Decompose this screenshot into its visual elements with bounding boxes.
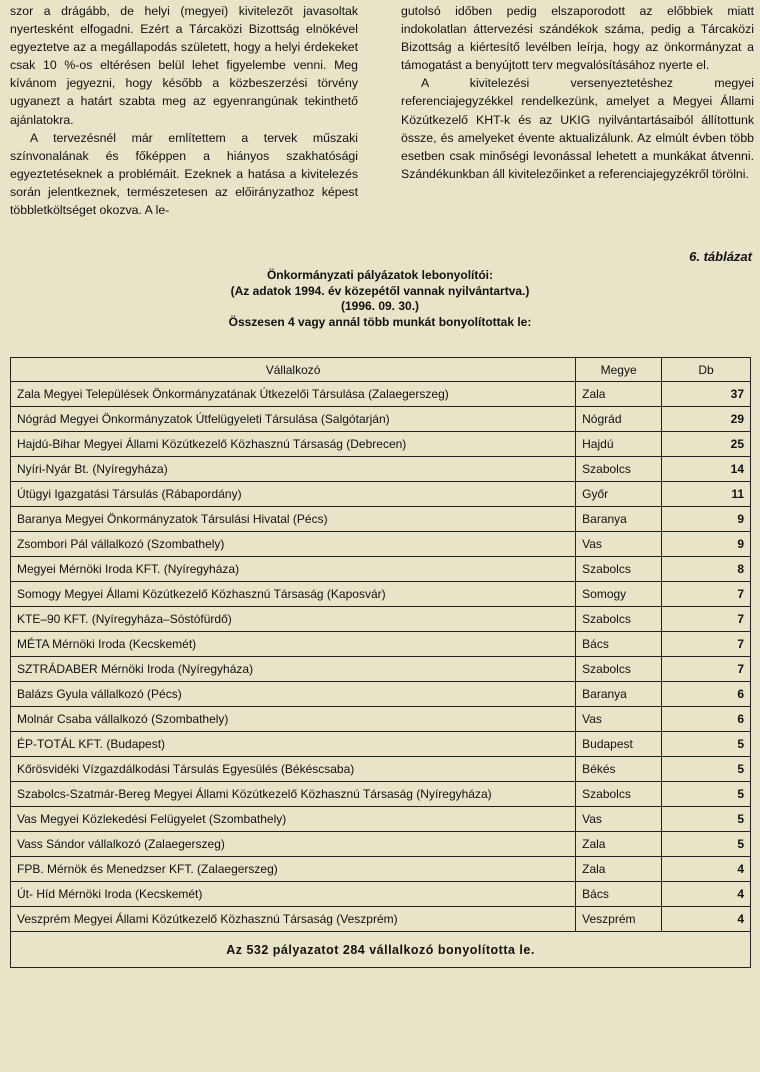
count-cell: 7 xyxy=(662,657,751,682)
contractor-cell: FPB. Mérnök és Menedzser KFT. (Zalaegerszeg) xyxy=(11,857,576,882)
count-cell: 5 xyxy=(662,757,751,782)
contractor-cell: Vass Sándor vállalkozó (Zalaegerszeg) xyxy=(11,832,576,857)
contractor-cell: Balázs Gyula vállalkozó (Pécs) xyxy=(11,682,576,707)
count-cell: 7 xyxy=(662,632,751,657)
contractors-table xyxy=(10,357,751,968)
county-cell: Hajdú xyxy=(576,432,662,457)
right-column xyxy=(401,2,754,183)
county-cell: Vas xyxy=(576,532,662,557)
count-cell: 29 xyxy=(662,407,751,432)
paragraph: A kivitelezési versenyeztetéshez megyei referenciajegyzékkel rendelkezünk, amelyet a Megyei Állami Közútkezelő KHT-k és az UKIG nyilvántartásaiból állítottunk össze, és amelyeket évente aktualizálunk. Az elmúlt évben több esetben csak minőségi levonással lehetett a munkákat átvenni. Szándékunkban áll kivitelezőinket a referenciajegyzékről törölni. xyxy=(401,76,754,181)
county-cell: Zala xyxy=(576,857,662,882)
county-cell: Bács xyxy=(576,882,662,907)
table-row xyxy=(11,557,751,582)
count-cell: 4 xyxy=(662,882,751,907)
contractor-cell: MÉTA Mérnöki Iroda (Kecskemét) xyxy=(11,632,576,657)
contractor-cell: Szabolcs-Szatmár-Bereg Megyei Állami Közútkezelő Közhasznú Társaság (Nyíregyháza) xyxy=(11,782,576,807)
contractor-cell: ÉP-TOTÁL KFT. (Budapest) xyxy=(11,732,576,757)
county-cell: Vas xyxy=(576,807,662,832)
table-caption xyxy=(0,268,760,330)
table-row xyxy=(11,407,751,432)
contractor-cell: Baranya Megyei Önkormányzatok Társulási Hivatal (Pécs) xyxy=(11,507,576,532)
county-cell: Szabolcs xyxy=(576,457,662,482)
paragraph: szor a drágább, de helyi (megyei) kivitelezőt javasoltak nyertesként elfogadni. Ezért a Tárcaközi Bizottság elnökével egyeztetve az a megállapodás született, hogy a helyi érdekeket csak 10 %-os eltérésen belül lehet figyelembe venni. Meg kívánom jegyezni, hogy később a közbeszerzési törvény ugyanezt a határt szabta meg az egyenrangúnak tekinthető ajánlatokra. xyxy=(10,4,358,127)
contractor-cell: Nógrád Megyei Önkormányzatok Útfelügyeleti Társulása (Salgótarján) xyxy=(11,407,576,432)
count-cell: 4 xyxy=(662,857,751,882)
county-cell: Zala xyxy=(576,382,662,407)
contractor-cell: Megyei Mérnöki Iroda KFT. (Nyíregyháza) xyxy=(11,557,576,582)
text-columns xyxy=(10,2,754,234)
table-row xyxy=(11,432,751,457)
contractor-cell: Zsombori Pál vállalkozó (Szombathely) xyxy=(11,532,576,557)
count-cell: 25 xyxy=(662,432,751,457)
county-cell: Nógrád xyxy=(576,407,662,432)
summary-text: Az 532 pályazatot 284 vállalkozó bonyolította le. xyxy=(11,932,751,968)
table-row xyxy=(11,632,751,657)
contractor-cell: Út- Híd Mérnöki Iroda (Kecskemét) xyxy=(11,882,576,907)
table-row xyxy=(11,882,751,907)
count-cell: 7 xyxy=(662,607,751,632)
count-cell: 9 xyxy=(662,507,751,532)
table-row xyxy=(11,732,751,757)
count-cell: 37 xyxy=(662,382,751,407)
table-row xyxy=(11,682,751,707)
table-row xyxy=(11,907,751,932)
table-row xyxy=(11,607,751,632)
count-cell: 5 xyxy=(662,732,751,757)
county-cell: Szabolcs xyxy=(576,557,662,582)
count-cell: 11 xyxy=(662,482,751,507)
contractor-cell: Kőrösvidéki Vízgazdálkodási Társulás Egyesülés (Békéscsaba) xyxy=(11,757,576,782)
county-cell: Szabolcs xyxy=(576,657,662,682)
contractor-cell: SZTRÁDABER Mérnöki Iroda (Nyíregyháza) xyxy=(11,657,576,682)
table-row xyxy=(11,582,751,607)
table-row xyxy=(11,832,751,857)
contractor-cell: Nyíri-Nyár Bt. (Nyíregyháza) xyxy=(11,457,576,482)
county-cell: Baranya xyxy=(576,507,662,532)
table-row xyxy=(11,757,751,782)
count-cell: 8 xyxy=(662,557,751,582)
table-row xyxy=(11,707,751,732)
table-row xyxy=(11,507,751,532)
county-cell: Zala xyxy=(576,832,662,857)
table-row xyxy=(11,657,751,682)
county-cell: Szabolcs xyxy=(576,607,662,632)
count-cell: 6 xyxy=(662,682,751,707)
contractor-cell: Zala Megyei Települések Önkormányzatának Útkezelői Társulása (Zalaegerszeg) xyxy=(11,382,576,407)
summary-row xyxy=(11,932,751,968)
contractor-cell: KTE–90 KFT. (Nyíregyháza–Sóstófürdő) xyxy=(11,607,576,632)
table-row xyxy=(11,857,751,882)
count-cell: 7 xyxy=(662,582,751,607)
county-cell: Veszprém xyxy=(576,907,662,932)
table-row xyxy=(11,482,751,507)
header-county: Megye xyxy=(576,358,662,382)
contractor-cell: Molnár Csaba vállalkozó (Szombathely) xyxy=(11,707,576,732)
caption-note: (Az adatok 1994. év közepétől vannak nyilvántartva.) xyxy=(230,283,530,298)
table-number: 6. táblázat xyxy=(689,249,752,264)
county-cell: Vas xyxy=(576,707,662,732)
count-cell: 9 xyxy=(662,532,751,557)
table-row xyxy=(11,532,751,557)
county-cell: Budapest xyxy=(576,732,662,757)
county-cell: Baranya xyxy=(576,682,662,707)
county-cell: Bács xyxy=(576,632,662,657)
contractor-cell: Hajdú-Bihar Megyei Állami Közútkezelő Közhasznú Társaság (Debrecen) xyxy=(11,432,576,457)
contractor-cell: Somogy Megyei Állami Közútkezelő Közhasznú Társaság (Kaposvár) xyxy=(11,582,576,607)
county-cell: Szabolcs xyxy=(576,782,662,807)
caption-subtitle: Összesen 4 vagy annál több munkát bonyolítottak le: xyxy=(228,314,532,329)
contractor-cell: Veszprém Megyei Állami Közútkezelő Közhasznú Társaság (Veszprém) xyxy=(11,907,576,932)
count-cell: 5 xyxy=(662,832,751,857)
county-cell: Békés xyxy=(576,757,662,782)
contractor-cell: Vas Megyei Közlekedési Felügyelet (Szombathely) xyxy=(11,807,576,832)
contractor-cell: Útügyi Igazgatási Társulás (Rábapordány) xyxy=(11,482,576,507)
county-cell: Somogy xyxy=(576,582,662,607)
paragraph: A tervezésnél már említettem a tervek műszaki színvonalának és főképpen a hiányos szakhatósági egyeztetéseknek a problémáit. Ezeknek a hatása a kivitelezés során jelentkeznek, természetesen az előirányzathoz képest többletköltséget okozva. A le- xyxy=(10,130,358,218)
count-cell: 14 xyxy=(662,457,751,482)
header-count: Db xyxy=(662,358,751,382)
paragraph: gutolsó időben pedig elszaporodott az előbbiek miatt indokolatlan áttervezési szándékok száma, pedig a Tárcaközi Bizottság a kiértesítő levélben leírja, hogy az önkormányzat a támogatást a benyújtott terv megvalósításához nyerte el. xyxy=(401,4,754,73)
count-cell: 5 xyxy=(662,782,751,807)
count-cell: 4 xyxy=(662,907,751,932)
county-cell: Győr xyxy=(576,482,662,507)
table-body xyxy=(11,382,751,932)
count-cell: 5 xyxy=(662,807,751,832)
table-row xyxy=(11,807,751,832)
caption-date: (1996. 09. 30.) xyxy=(340,299,420,313)
header-contractor: Vállalkozó xyxy=(11,358,576,382)
table-row xyxy=(11,782,751,807)
left-column xyxy=(10,2,358,219)
table-row xyxy=(11,457,751,482)
count-cell: 6 xyxy=(662,707,751,732)
table-row xyxy=(11,382,751,407)
table-header-row xyxy=(11,358,751,382)
caption-title: Önkormányzati pályázatok lebonyolítói: xyxy=(266,268,494,282)
